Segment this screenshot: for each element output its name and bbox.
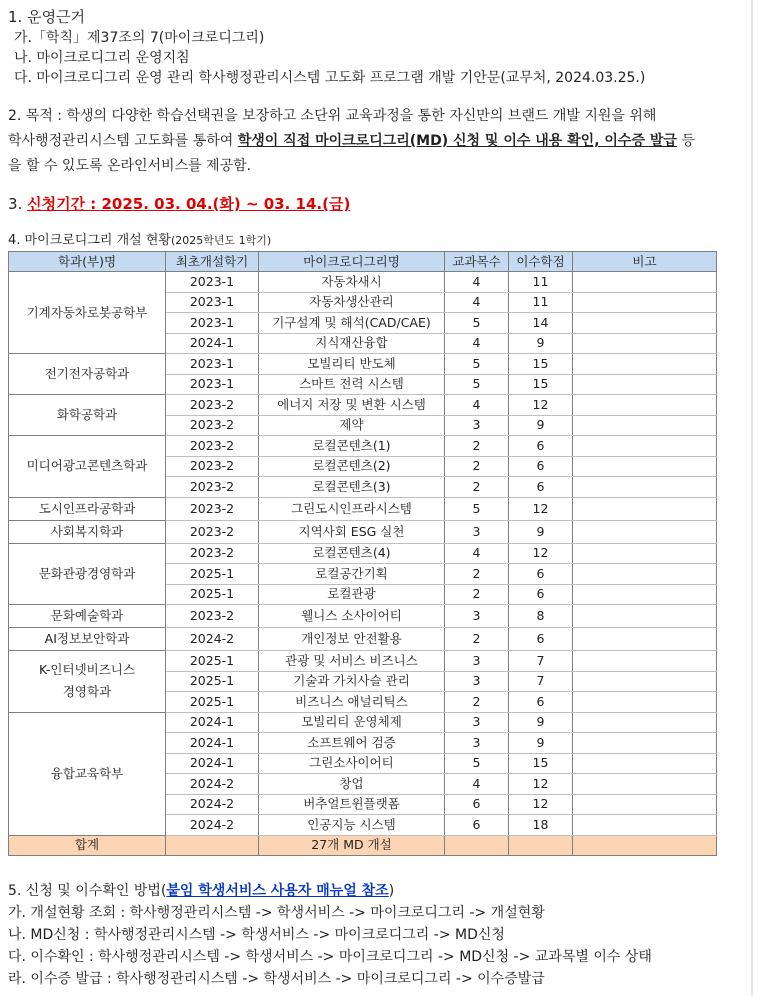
md-name-cell: 로컬공간기획 [259, 564, 445, 585]
credits-cell: 6 [509, 477, 573, 498]
semester-cell: 2024-1 [166, 333, 259, 354]
md-name-cell: 로컬콘텐츠(2) [259, 456, 445, 477]
right-divider [751, 0, 753, 996]
remarks-cell [573, 564, 717, 585]
remarks-cell [573, 313, 717, 334]
semester-cell: 2024-2 [166, 774, 259, 795]
course-count-cell: 3 [445, 651, 509, 672]
remarks-cell [573, 395, 717, 416]
md-name-cell: 지역사회 ESG 실천 [259, 520, 445, 543]
credits-cell: 9 [509, 520, 573, 543]
md-name-cell: 비즈니스 애널리틱스 [259, 692, 445, 713]
md-name-cell: 웰니스 소사이어티 [259, 605, 445, 628]
total-empty-cell [445, 835, 509, 856]
purpose-line-1: 2. 목적 : 학생의 다양한 학습선택권을 보장하고 소단위 교육과정을 통한 자신만의 브랜드 개발 지원을 위해 [8, 108, 657, 124]
basis-item-1: 가.「학칙」제37조의 7(마이크로디그리) [14, 30, 265, 46]
md-name-cell: 기구설계 및 해석(CAD/CAE) [259, 313, 445, 334]
remarks-cell [573, 794, 717, 815]
course-count-cell: 5 [445, 497, 509, 520]
md-name-cell: 로컬콘텐츠(3) [259, 477, 445, 498]
course-count-cell: 3 [445, 605, 509, 628]
md-name-cell: 버추얼트윈플랫폼 [259, 794, 445, 815]
period-prefix: 3. [8, 195, 28, 213]
md-name-cell: 제약 [259, 415, 445, 436]
table-row [9, 520, 717, 543]
semester-cell: 2023-1 [166, 292, 259, 313]
remarks-cell [573, 292, 717, 313]
credits-cell: 11 [509, 292, 573, 313]
section1-title: 1. 운영근거 [8, 8, 86, 26]
credits-cell: 12 [509, 774, 573, 795]
period-text: 신청기간 : 2025. 03. 04.(화) ~ 03. 14.(금) [27, 195, 351, 213]
semester-cell: 2023-2 [166, 520, 259, 543]
table-row [9, 436, 717, 457]
course-count-cell: 2 [445, 584, 509, 605]
course-count-cell: 3 [445, 733, 509, 754]
dept-cell: 기계자동차로봇공학부 [9, 272, 166, 354]
course-count-cell: 4 [445, 774, 509, 795]
remarks-cell [573, 628, 717, 651]
credits-cell: 12 [509, 395, 573, 416]
table-caption [8, 233, 746, 249]
table-row [9, 543, 717, 564]
method-title-post: ) [388, 883, 395, 899]
semester-cell: 2023-2 [166, 415, 259, 436]
semester-cell: 2023-1 [166, 374, 259, 395]
remarks-cell [573, 692, 717, 713]
course-count-cell: 3 [445, 712, 509, 733]
course-count-cell: 5 [445, 354, 509, 375]
remarks-cell [573, 543, 717, 564]
total-empty-cell [166, 835, 259, 856]
md-name-cell: 개인정보 안전활용 [259, 628, 445, 651]
credits-cell: 9 [509, 712, 573, 733]
course-count-cell: 5 [445, 374, 509, 395]
semester-cell: 2024-1 [166, 712, 259, 733]
md-name-cell: 기술과 가치사슬 관리 [259, 671, 445, 692]
remarks-cell [573, 733, 717, 754]
course-count-cell: 2 [445, 436, 509, 457]
table-total-row [9, 835, 717, 856]
credits-cell: 6 [509, 456, 573, 477]
semester-cell: 2023-2 [166, 477, 259, 498]
remarks-cell [573, 815, 717, 836]
course-count-cell: 2 [445, 456, 509, 477]
table-row [9, 628, 717, 651]
purpose-paragraph [8, 104, 746, 179]
table-title: 4. 마이크로디그리 개설 현황 [8, 233, 171, 248]
course-count-cell: 6 [445, 815, 509, 836]
remarks-cell [573, 477, 717, 498]
credits-cell: 6 [509, 584, 573, 605]
course-count-cell: 4 [445, 272, 509, 293]
credits-cell: 18 [509, 815, 573, 836]
microdegree-table [8, 251, 717, 856]
md-name-cell: 그린도시인프라시스템 [259, 497, 445, 520]
md-name-cell: 자동차생산관리 [259, 292, 445, 313]
credits-cell: 15 [509, 753, 573, 774]
credits-cell: 8 [509, 605, 573, 628]
md-name-cell: 인공지능 시스템 [259, 815, 445, 836]
course-count-cell: 2 [445, 564, 509, 585]
md-name-cell: 로컬콘텐츠(1) [259, 436, 445, 457]
semester-cell: 2024-1 [166, 733, 259, 754]
semester-cell: 2023-2 [166, 456, 259, 477]
course-count-cell: 3 [445, 415, 509, 436]
credits-cell: 12 [509, 794, 573, 815]
course-count-cell: 5 [445, 313, 509, 334]
purpose-line-2 [8, 129, 746, 154]
md-name-cell: 로컬콘텐츠(4) [259, 543, 445, 564]
method-section [8, 880, 746, 990]
method-step: 나. MD신청 : 학사행정관리시스템 -> 학생서비스 -> 마이크로디그리 -> MD신청 [8, 927, 505, 943]
course-count-cell: 4 [445, 333, 509, 354]
semester-cell: 2025-1 [166, 584, 259, 605]
total-empty-cell [573, 835, 717, 856]
remarks-cell [573, 605, 717, 628]
semester-cell: 2025-1 [166, 692, 259, 713]
dept-cell: 미디어광고콘텐츠학과 [9, 436, 166, 498]
course-count-cell: 4 [445, 543, 509, 564]
remarks-cell [573, 520, 717, 543]
remarks-cell [573, 374, 717, 395]
course-count-cell: 4 [445, 292, 509, 313]
dept-cell: 도시인프라공학과 [9, 497, 166, 520]
remarks-cell [573, 651, 717, 672]
total-label: 합계 [9, 835, 166, 856]
table-row [9, 395, 717, 416]
md-name-cell: 소프트웨어 검증 [259, 733, 445, 754]
semester-cell: 2023-1 [166, 313, 259, 334]
dept-cell: 문화관광경영학과 [9, 543, 166, 605]
md-name-cell: 모빌리티 운영체제 [259, 712, 445, 733]
table-row [9, 354, 717, 375]
table-row [9, 651, 717, 672]
course-count-cell: 6 [445, 794, 509, 815]
purpose-emphasis: 학생이 직접 마이크로디그리(MD) 신청 및 이수 내용 확인, 이수증 발급 [237, 133, 677, 149]
remarks-cell [573, 354, 717, 375]
method-step: 다. 이수확인 : 학사행정관리시스템 -> 학생서비스 -> 마이크로디그리 -> MD신청 -> 교과목별 이수 상태 [8, 949, 652, 965]
dept-cell: AI정보보안학과 [9, 628, 166, 651]
table-row [9, 605, 717, 628]
md-name-cell: 로컬관광 [259, 584, 445, 605]
notice-document [8, 6, 746, 990]
semester-cell: 2024-2 [166, 794, 259, 815]
header-remarks: 비고 [573, 252, 717, 272]
table-header-row [9, 252, 717, 272]
credits-cell: 11 [509, 272, 573, 293]
md-name-cell: 모빌리티 반도체 [259, 354, 445, 375]
credits-cell: 15 [509, 374, 573, 395]
semester-cell: 2023-2 [166, 497, 259, 520]
credits-cell: 6 [509, 564, 573, 585]
credits-cell: 6 [509, 692, 573, 713]
remarks-cell [573, 333, 717, 354]
credits-cell: 7 [509, 651, 573, 672]
purpose-line-3: 을 할 수 있도록 온라인서비스를 제공함. [8, 158, 252, 174]
semester-cell: 2025-1 [166, 671, 259, 692]
dept-cell: 융합교육학부 [9, 712, 166, 835]
application-period [8, 193, 746, 215]
method-title [8, 880, 746, 902]
credits-cell: 12 [509, 543, 573, 564]
method-step: 라. 이수증 발급 : 학사행정관리시스템 -> 학생서비스 -> 마이크로디그리 -> 이수증발급 [8, 971, 545, 987]
credits-cell: 15 [509, 354, 573, 375]
remarks-cell [573, 671, 717, 692]
table-row [9, 272, 717, 293]
dept-cell: 사회복지학과 [9, 520, 166, 543]
course-count-cell: 2 [445, 628, 509, 651]
md-name-cell: 자동차새시 [259, 272, 445, 293]
credits-cell: 7 [509, 671, 573, 692]
semester-cell: 2023-2 [166, 543, 259, 564]
course-count-cell: 2 [445, 477, 509, 498]
header-course-count: 교과목수 [445, 252, 509, 272]
credits-cell: 9 [509, 415, 573, 436]
course-count-cell: 5 [445, 753, 509, 774]
method-step: 가. 개설현황 조회 : 학사행정관리시스템 -> 학생서비스 -> 마이크로디그리 -> 개설현황 [8, 905, 545, 921]
semester-cell: 2025-1 [166, 651, 259, 672]
md-name-cell: 스마트 전력 시스템 [259, 374, 445, 395]
semester-cell: 2023-2 [166, 436, 259, 457]
semester-cell: 2024-2 [166, 628, 259, 651]
course-count-cell: 4 [445, 395, 509, 416]
remarks-cell [573, 712, 717, 733]
header-credits: 이수학점 [509, 252, 573, 272]
table-title-term: (2025학년도 1학기) [170, 234, 272, 247]
remarks-cell [573, 497, 717, 520]
remarks-cell [573, 753, 717, 774]
md-name-cell: 지식재산융합 [259, 333, 445, 354]
remarks-cell [573, 415, 717, 436]
semester-cell: 2023-2 [166, 395, 259, 416]
semester-cell: 2024-2 [166, 815, 259, 836]
md-name-cell: 에너지 저장 및 변환 시스템 [259, 395, 445, 416]
method-title-pre: 5. 신청 및 이수확인 방법( [8, 883, 167, 899]
dept-cell: 전기전자공학과 [9, 354, 166, 395]
basis-item-2: 나. 마이크로디그리 운영지침 [14, 50, 190, 66]
md-name-cell: 창업 [259, 774, 445, 795]
credits-cell: 9 [509, 333, 573, 354]
credits-cell: 6 [509, 628, 573, 651]
semester-cell: 2023-1 [166, 272, 259, 293]
header-first-semester: 최초개설학기 [166, 252, 259, 272]
dept-cell: K-인터넷비즈니스 경영학과 [9, 651, 166, 713]
remarks-cell [573, 272, 717, 293]
purpose-line-2-post: 등 [676, 133, 695, 149]
remarks-cell [573, 774, 717, 795]
course-count-cell: 2 [445, 692, 509, 713]
dept-cell: 화학공학과 [9, 395, 166, 436]
total-summary: 27개 MD 개설 [259, 835, 445, 856]
table-row [9, 497, 717, 520]
semester-cell: 2023-1 [166, 354, 259, 375]
credits-cell: 9 [509, 733, 573, 754]
manual-reference-link[interactable]: 붙임 학생서비스 사용자 매뉴얼 참조 [166, 883, 389, 899]
table-row [9, 712, 717, 733]
credits-cell: 12 [509, 497, 573, 520]
credits-cell: 14 [509, 313, 573, 334]
course-count-cell: 3 [445, 520, 509, 543]
remarks-cell [573, 436, 717, 457]
total-empty-cell [509, 835, 573, 856]
md-name-cell: 관광 및 서비스 비즈니스 [259, 651, 445, 672]
course-count-cell: 3 [445, 671, 509, 692]
remarks-cell [573, 584, 717, 605]
basis-item-3: 다. 마이크로디그리 운영 관리 학사행정관리시스템 고도화 프로그램 개발 기안문(교무처, 2024.03.25.) [14, 70, 646, 86]
purpose-line-2-pre: 학사행정관리시스템 고도화를 통하여 [8, 133, 238, 149]
header-md-name: 마이크로디그리명 [259, 252, 445, 272]
semester-cell: 2025-1 [166, 564, 259, 585]
header-dept: 학과(부)명 [9, 252, 166, 272]
credits-cell: 6 [509, 436, 573, 457]
semester-cell: 2023-2 [166, 605, 259, 628]
dept-cell: 문화예술학과 [9, 605, 166, 628]
remarks-cell [573, 456, 717, 477]
semester-cell: 2024-1 [166, 753, 259, 774]
md-name-cell: 그린소사이어티 [259, 753, 445, 774]
